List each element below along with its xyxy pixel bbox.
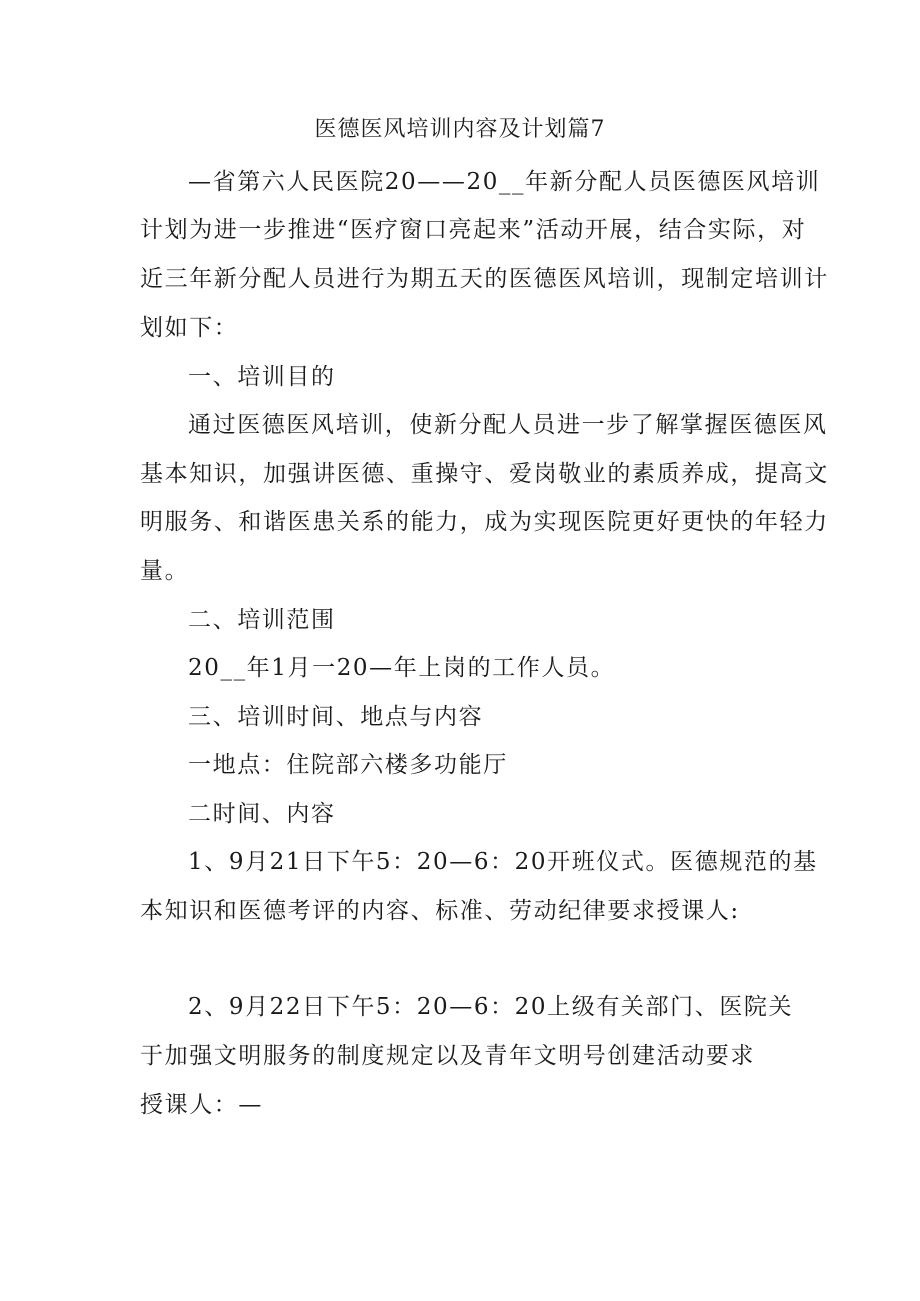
paragraph-line: 计划为进一步推进“医疗窗口亮起来”活动开展，结合实际，对 xyxy=(140,217,807,243)
paragraph-line: —省第六人民医院20——20__年新分配人员医德医风培训 xyxy=(188,169,821,195)
paragraph-line: 近三年新分配人员进行为期五天的医德医风培训，现制定培训计 xyxy=(140,266,829,292)
paragraph-line: 明服务、和谐医患关系的能力，成为实现医院更好更快的年轻力 xyxy=(140,509,829,535)
section-heading: 一、培训目的 xyxy=(188,364,336,390)
paragraph-line: 20__年1月一20—年上岗的工作人员。 xyxy=(188,655,616,681)
paragraph-line: 二时间、内容 xyxy=(188,801,336,827)
document-title: 医德医风培训内容及计划篇7 xyxy=(314,117,606,142)
paragraph-line: 量。 xyxy=(140,558,190,584)
paragraph-line: 本知识和医德考评的内容、标准、劳动纪律要求授课人: xyxy=(140,898,740,924)
paragraph-line: 基本知识，加强讲医德、重操守、爱岗敬业的素质养成，提高文 xyxy=(140,461,829,487)
paragraph-line: 于加强文明服务的制度规定以及青年文明号创建活动要求 xyxy=(140,1043,755,1069)
paragraph-line: 1、9月21日下午5：20—6：20开班仪式。医德规范的基 xyxy=(188,849,818,875)
paragraph-line: 一地点：住院部六楼多功能厅 xyxy=(188,752,508,778)
paragraph-line: 授课人：— xyxy=(140,1092,263,1118)
paragraph-line: 划如下： xyxy=(140,315,239,341)
section-heading: 二、培训范围 xyxy=(188,607,336,633)
paragraph-line: 通过医德医风培训，使新分配人员进一步了解掌握医德医风 xyxy=(188,412,828,438)
section-heading: 三、培训时间、地点与内容 xyxy=(188,704,484,730)
paragraph-line: 2、9月22日下午5：20—6：20上级有关部门、医院关 xyxy=(188,994,794,1020)
